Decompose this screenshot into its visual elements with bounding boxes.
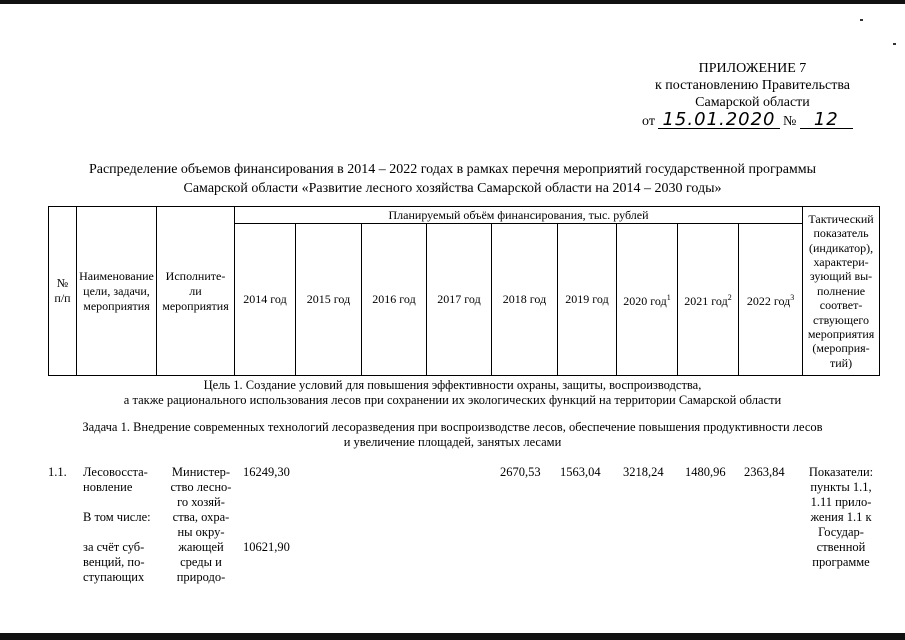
value-2021: 1480,96: [685, 465, 726, 479]
value-2019: 1563,04: [560, 465, 601, 479]
document-title: [20, 160, 885, 198]
task-heading: [20, 420, 885, 450]
header-year: 2017 год: [427, 224, 492, 376]
date-prefix: от: [642, 114, 655, 129]
financing-table-header: [48, 206, 880, 376]
header-year: 2015 год: [296, 224, 362, 376]
value-2014-subventions: 10621,90: [243, 540, 290, 554]
footnote-mark: 2: [727, 293, 732, 302]
document-title-line: Распределение объемов финансирования в 2014 – 2022 годах в рамках перечня мероприятий государственной программы: [88, 162, 817, 177]
header-year: 2021 год$^2$: [678, 224, 739, 376]
row-executors: Министер- ство лесно- го хозяй- ства, охра- ны окру- жающей среды и природо-: [170, 465, 232, 584]
value-2020: 3218,24: [623, 465, 664, 479]
task-line: и увеличение площадей, занятых лесами: [343, 435, 562, 449]
header-name: Наименование цели, задачи, мероприятия: [77, 207, 157, 376]
row-name: Лесовосста- новление В том числе: за счёт суб- венций, по- ступающих: [83, 465, 151, 584]
header-year: 2016 год: [362, 224, 427, 376]
appendix-title: ПРИЛОЖЕНИЕ 7: [698, 61, 807, 76]
header-planned-financing: Планируемый объём финансирования, тыс. рублей: [235, 207, 803, 224]
number-prefix: №: [783, 114, 797, 129]
scan-bottom-edge: [0, 633, 905, 640]
decree-date-number: [642, 111, 853, 130]
appendix-decree-line: к постановлению Правительства: [654, 78, 850, 93]
appendix-region-line: Самарской области: [695, 95, 810, 110]
header-number: № п/п: [49, 207, 77, 376]
goal-line: Цель 1. Создание условий для повышения эффективности охраны, защиты, воспроизводства,: [203, 378, 702, 392]
goal-heading: [20, 378, 885, 408]
scan-speck: [860, 19, 863, 21]
header-executors: Исполните- ли мероприятия: [157, 207, 235, 376]
header-year: 2018 год: [492, 224, 558, 376]
header-year: 2022 год$^3$: [739, 224, 803, 376]
scan-speck: [893, 43, 896, 45]
value-2022: 2363,84: [744, 465, 785, 479]
header-year: 2019 год: [558, 224, 617, 376]
row-indicator: Показатели: пункты 1.1, 1.11 прило- жения 1.1 к Государ- ственной программе: [808, 465, 874, 569]
task-line: Задача 1. Внедрение современных технологий лесоразведения при воспроизводстве лесов, обеспечение повышения продуктивности лесов: [82, 420, 823, 434]
footnote-mark: 3: [790, 293, 795, 302]
scan-top-edge: [0, 0, 905, 4]
handwritten-number: 12: [800, 111, 853, 129]
value-2014: 16249,30: [243, 465, 290, 479]
row-number: 1.1.: [48, 465, 67, 479]
header-year: 2014 год: [235, 224, 296, 376]
header-indicator: Тактический показатель (индикатор), характери- зующий вы- полнение соответ- ствующего мероприятия (мероприя- тий): [803, 207, 880, 376]
handwritten-date: 15.01.2020: [658, 111, 779, 129]
goal-line: а также рационального использования лесов при сохранении их экологических функций на территории Самарской области: [123, 393, 782, 407]
document-title-line: Самарской области «Развитие лесного хозяйства Самарской области на 2014 – 2030 годы»: [183, 181, 722, 196]
value-2018: 2670,53: [500, 465, 541, 479]
footnote-mark: 1: [666, 293, 671, 302]
header-year: 2020 год$^1$: [617, 224, 678, 376]
appendix-block: [655, 60, 850, 111]
